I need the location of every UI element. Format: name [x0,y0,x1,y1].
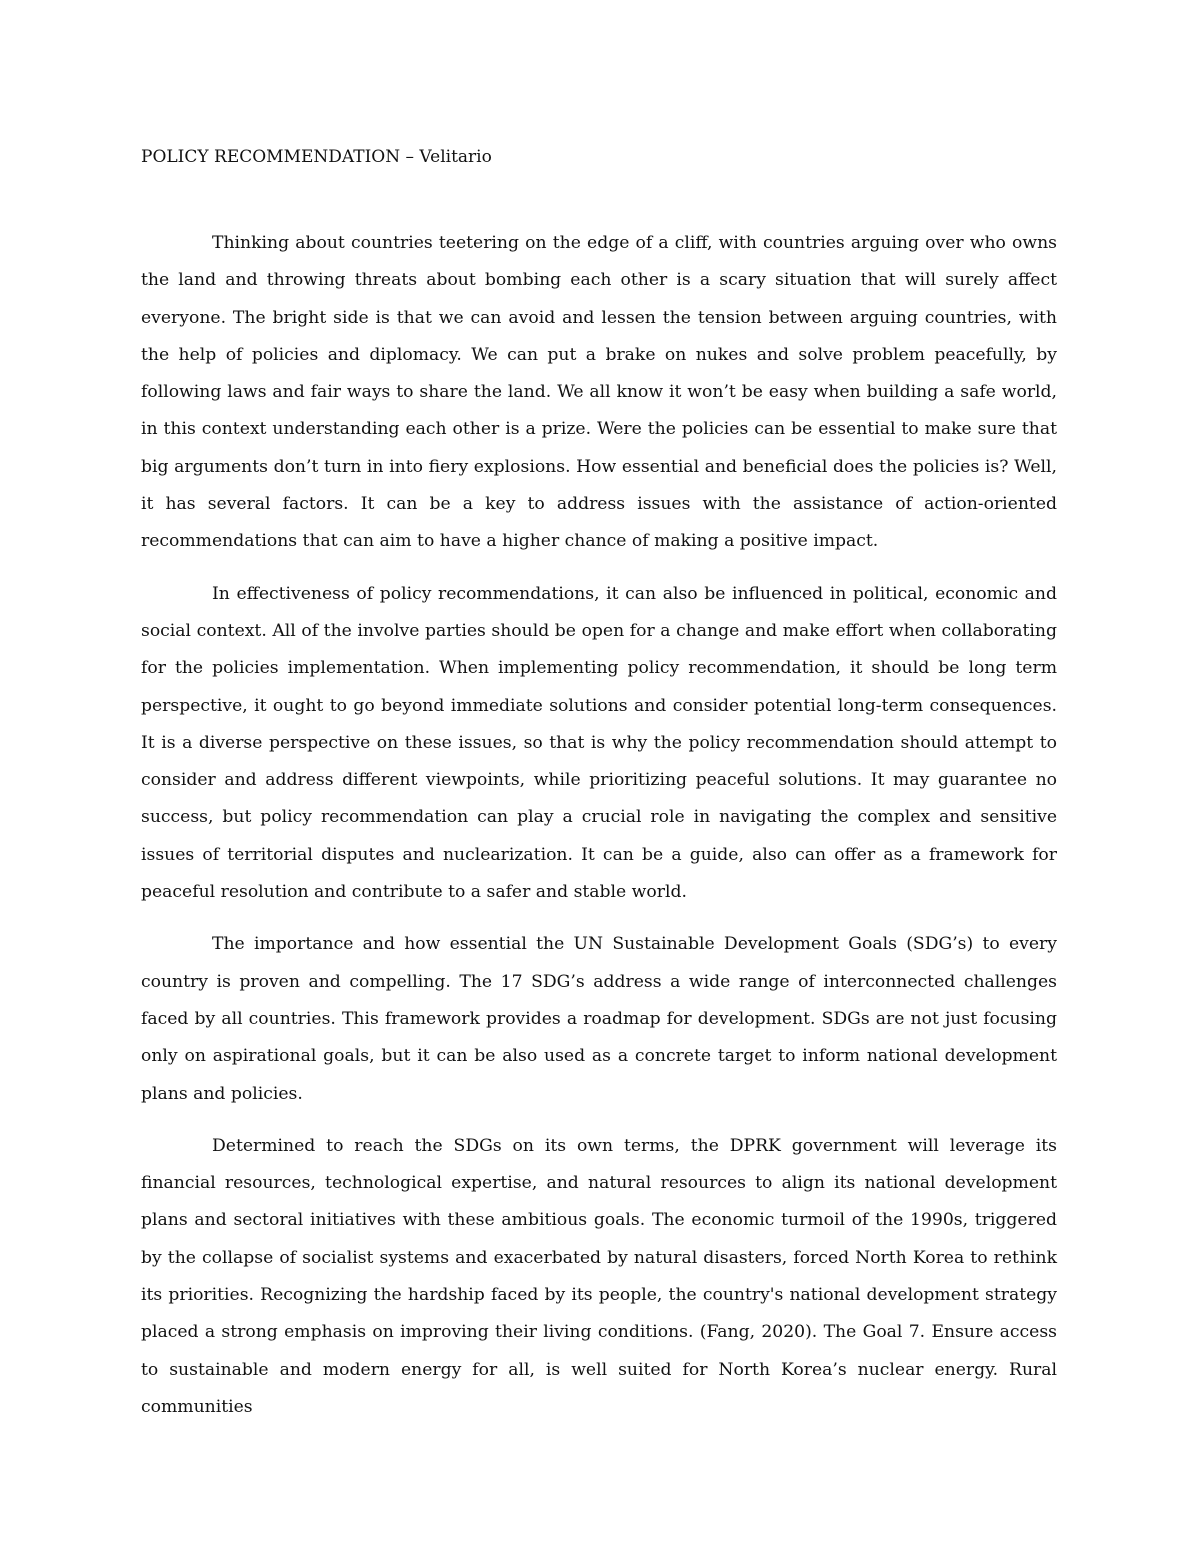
paragraph-2: In effectiveness of policy recommendations, it can also be influenced in political, economic and social context. All of the involve parties should be open for a change and make effort when collaborating for the policies implementation. When implementing policy recommendation, it should be long term perspective, it ought to go beyond immediate solutions and consider potential long-term consequences. It is a diverse perspective on these issues, so that is why the policy recommendation should attempt to consider and address different viewpoints, while prioritizing peaceful solutions. It may guarantee no success, but policy recommendation can play a crucial role in navigating the complex and sensitive issues of territorial disputes and nuclearization. It can be a guide, also can offer as a framework for peaceful resolution and contribute to a safer and stable world. [141,583,1057,903]
document-body [141,225,1057,1441]
paragraph-1: Thinking about countries teetering on the edge of a cliff, with countries arguing over who owns the land and throwing threats about bombing each other is a scary situation that will surely affect everyone. The bright side is that we can avoid and lessen the tension between arguing countries, with the help of policies and diplomacy. We can put a brake on nukes and solve problem peacefully, by following laws and fair ways to share the land. We all know it won’t be easy when building a safe world, in this context understanding each other is a prize. Were the policies can be essential to make sure that big arguments don’t turn in into fiery explosions. How essential and beneficial does the policies is? Well, it has several factors. It can be a key to address issues with the assistance of action-oriented recommendations that can aim to have a higher chance of making a positive impact. [141,233,1057,552]
document-title: POLICY RECOMMENDATION – Velitario [141,147,492,167]
paragraph-3: The importance and how essential the UN Sustainable Development Goals (SDG’s) to every country is proven and compelling. The 17 SDG’s address a wide range of interconnected challenges faced by all countries. This framework provides a roadmap for development. SDGs are not just focusing only on aspirational goals, but it can be also used as a concrete target to inform national development plans and policies. [141,934,1057,1104]
paragraph-4: Determined to reach the SDGs on its own terms, the DPRK government will leverage its financial resources, technological expertise, and natural resources to align its national development plans and sectoral initiatives with these ambitious goals. The economic turmoil of the 1990s, triggered by the collapse of socialist systems and exacerbated by natural disasters, forced North Korea to rethink its priorities. Recognizing the hardship faced by its people, the country's national development strategy placed a strong emphasis on improving their living conditions. (Fang, 2020). The Goal 7. Ensure access to sustainable and modern energy for all, is well suited for North Korea’s nuclear energy. Rural communities [141,1135,1057,1417]
